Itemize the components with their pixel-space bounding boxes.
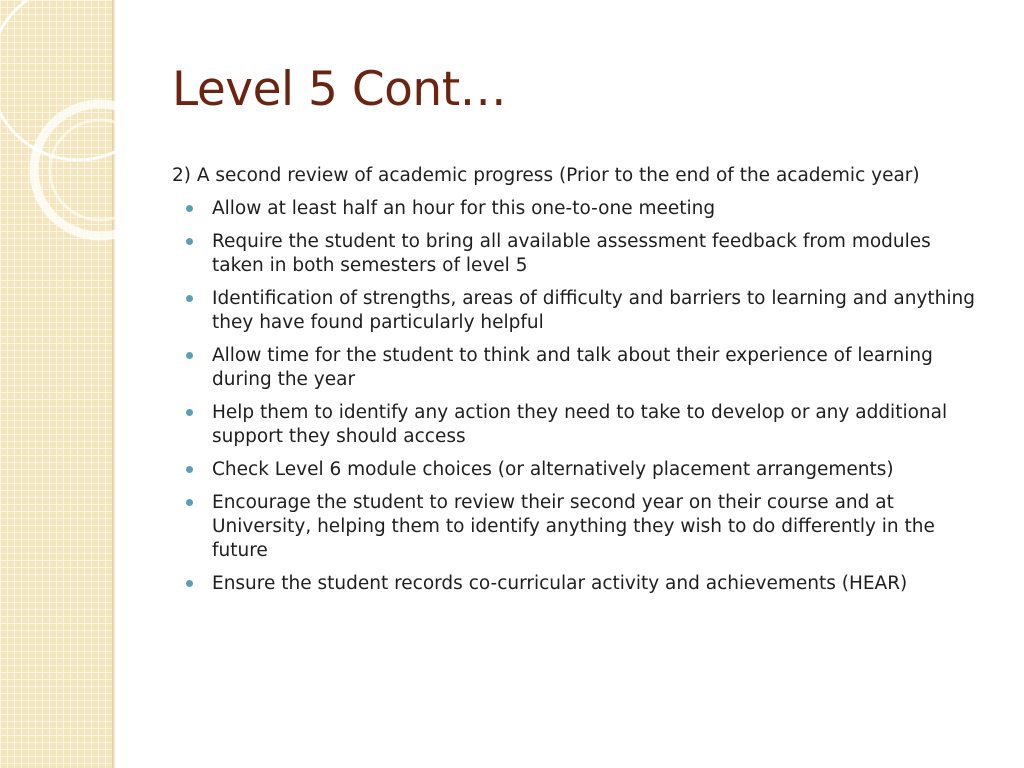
slide-body [172, 164, 987, 605]
bullet-dot-icon [186, 205, 193, 212]
slide-title: Level 5 Cont… [172, 62, 507, 117]
bullet-list [172, 197, 987, 596]
bullet-dot-icon [186, 409, 193, 416]
bullet-dot-icon [186, 238, 193, 245]
bullet-item [172, 230, 987, 278]
bullet-text: Encourage the student to review their second year on their course and at University, helping them to identify anything they wish to do differently in the future [212, 492, 935, 561]
bullet-text: Allow at least half an hour for this one-to-one meeting [212, 198, 716, 219]
bullet-item [172, 458, 987, 482]
bullet-text: Identification of strengths, areas of difficulty and barriers to learning and anything they have found particularly helpful [212, 288, 975, 333]
bullet-text: Help them to identify any action they need to take to develop or any additional support they should access [212, 402, 948, 447]
bullet-dot-icon [186, 580, 193, 587]
decorative-ring-middle-inner [50, 120, 140, 220]
bullet-dot-icon [186, 295, 193, 302]
bullet-item [172, 401, 987, 449]
bullet-text: Check Level 6 module choices (or alternatively placement arrangements) [212, 459, 894, 480]
bullet-text: Require the student to bring all available assessment feedback from modules taken in both semesters of level 5 [212, 231, 931, 276]
bullet-item [172, 572, 987, 596]
bullet-text: Ensure the student records co-curricular activity and achievements (HEAR) [212, 573, 908, 594]
bullet-item [172, 344, 987, 392]
bullet-item [172, 491, 987, 563]
bullet-item [172, 197, 987, 221]
intro-paragraph: 2) A second review of academic progress (Prior to the end of the academic year) [172, 165, 920, 186]
bullet-dot-icon [186, 466, 193, 473]
bullet-dot-icon [186, 352, 193, 359]
bullet-dot-icon [186, 499, 193, 506]
decorative-circles [0, 0, 140, 260]
bullet-text: Allow time for the student to think and talk about their experience of learning during the year [212, 345, 933, 390]
decorative-ring-upper [0, 0, 140, 160]
bullet-item [172, 287, 987, 335]
